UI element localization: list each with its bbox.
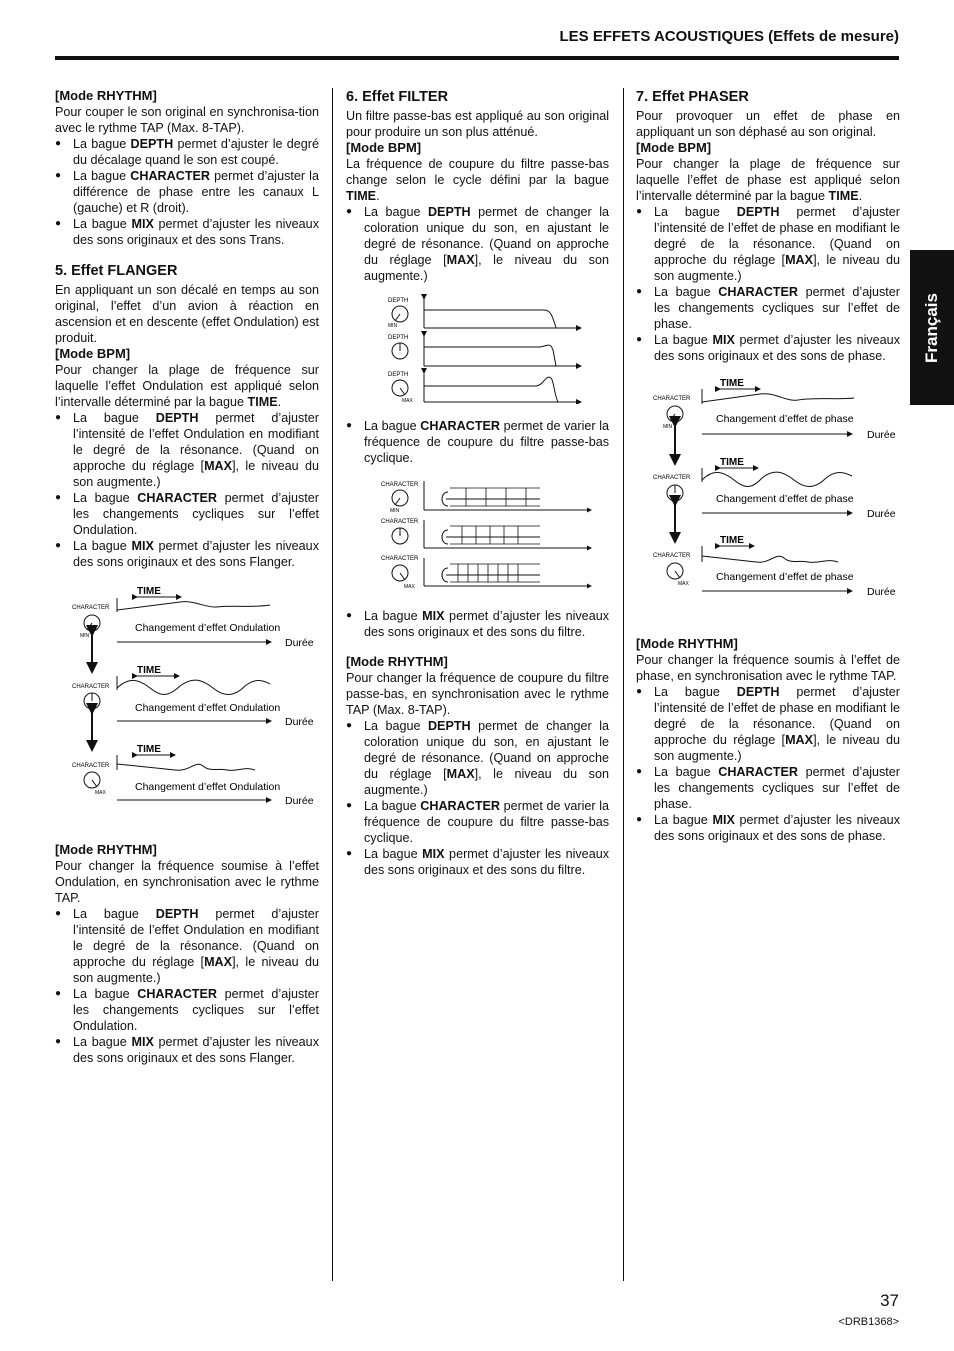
svg-text:CHARACTER: CHARACTER (653, 475, 691, 481)
bullet-mix: ● La bague MIX permet d’ajuster les niveaux des sons originaux et des sons Flanger. (55, 538, 319, 570)
svg-text:CHARACTER: CHARACTER (653, 396, 691, 402)
page-number: 37 (880, 1291, 899, 1310)
filter-character-max (381, 556, 591, 590)
filter-depth-min (388, 298, 581, 329)
filter-rhythm-heading: [Mode RHYTHM] (346, 654, 448, 669)
svg-text:Changement d’effet Ondulation: Changement d’effet Ondulation (135, 702, 281, 714)
svg-text:MIN: MIN (80, 633, 90, 639)
bullet-depth: ● La bague DEPTH permet de changer la coloration unique du son, en ajustant le degré de résonance. (Quand on approche du réglage [MAX], le niveau du son augmente.) (346, 718, 609, 798)
svg-text:MAX: MAX (678, 581, 689, 587)
column-filter (346, 88, 609, 878)
bullet-character: ● La bague CHARACTER permet d’ajuster les changements cycliques sur l’effet Ondulation. (55, 986, 319, 1034)
phaser-row-max (653, 535, 896, 598)
flanger-rhythm-bullets (55, 906, 319, 1066)
phaser-bpm-bullets (636, 204, 900, 364)
bullet-character: ● La bague CHARACTER permet d’ajuster les changements cycliques sur l’effet de phase. (636, 764, 900, 812)
svg-text:MIN: MIN (390, 508, 400, 514)
bullet-depth: ● La bague DEPTH permet d’ajuster le degré du décalage quand le son est coupé. (55, 136, 319, 168)
phaser-row-mid (653, 457, 896, 520)
flanger-intro: En appliquant un son décalé en temps au son original, l’effet d’un avion à réaction en ascension et en descente (effet Ondulation) est produit. (55, 283, 319, 345)
header-rule (55, 56, 899, 60)
bullet-character: ● La bague CHARACTER permet d’ajuster les changements cycliques sur l’effet Ondulation. (55, 490, 319, 538)
flanger-bpm-heading: [Mode BPM] (55, 346, 131, 361)
flanger-row-min (72, 586, 314, 649)
bullet-mix: ● La bague MIX permet d’ajuster les niveaux des sons originaux et des sons du filtre. (346, 608, 609, 640)
section-title: LES EFFETS ACOUSTIQUES (Effets de mesure) (559, 28, 899, 45)
column-rhythm-flanger (55, 88, 319, 1066)
column-divider-1 (332, 88, 333, 1281)
svg-text:Durée: Durée (285, 637, 314, 649)
svg-text:TIME: TIME (137, 665, 161, 676)
phaser-rhythm-heading: [Mode RHYTHM] (636, 636, 738, 651)
flanger-bpm-bullets (55, 410, 319, 570)
language-tab-label: Français (922, 292, 941, 363)
rhythm-bullets (55, 136, 319, 248)
phaser-row-min (653, 378, 896, 441)
bullet-character: ● La bague CHARACTER permet de varier la fréquence de coupure du filtre passe-bas cyclique. (346, 418, 609, 466)
filter-depth-mid (388, 335, 581, 366)
flanger-heading: 5. Effet FLANGER (55, 263, 178, 279)
svg-text:DEPTH: DEPTH (388, 298, 409, 304)
svg-text:DEPTH: DEPTH (388, 335, 409, 341)
phaser-rhythm-intro: Pour changer la fréquence soumis à l’effet de phase, en synchronisation avec le rythme TAP. (636, 653, 900, 683)
flanger-diagram (55, 580, 319, 820)
svg-text:CHARACTER: CHARACTER (381, 556, 419, 562)
bullet-depth: ● La bague DEPTH permet d’ajuster l’intensité de l’effet Ondulation en modifiant le degré de la résonance. (Quand on approche du réglage [MAX], le niveau du son augmente.) (55, 410, 319, 490)
svg-text:Durée: Durée (285, 795, 314, 807)
svg-text:TIME: TIME (720, 457, 744, 468)
phaser-bpm-heading: [Mode BPM] (636, 140, 712, 155)
bullet-character: ● La bague CHARACTER permet d’ajuster la différence de phase entre les canaux L (gauche) et R (droit). (55, 168, 319, 216)
column-divider-2 (623, 88, 624, 1281)
phaser-diagram (636, 374, 900, 614)
bullet-mix: ● La bague MIX permet d’ajuster les niveaux des sons originaux et des sons de phase. (636, 812, 900, 844)
filter-character-min (381, 481, 591, 514)
svg-text:Durée: Durée (867, 508, 896, 520)
svg-text:CHARACTER: CHARACTER (653, 553, 691, 559)
svg-text:Changement d’effet de phase: Changement d’effet de phase (716, 571, 854, 583)
rhythm-heading: [Mode RHYTHM] (55, 88, 157, 103)
flanger-bpm-intro: Pour changer la plage de fréquence sur laquelle l’effet Ondulation est appliqué selon l’intervalle déterminé par la bague TIME. (55, 363, 319, 409)
bullet-mix: ● La bague MIX permet d’ajuster les niveaux des sons originaux et des sons Trans. (55, 216, 319, 248)
filter-bpm-bullets-2 (346, 418, 609, 466)
phaser-bpm-intro: Pour changer la plage de fréquence sur laquelle l’effet de phase est appliqué selon l’intervalle déterminé par la bague TIME. (636, 157, 900, 203)
filter-bpm-intro: La fréquence de coupure du filtre passe-bas change selon le cycle défini par la bague TIME. (346, 157, 609, 203)
bullet-character: ● La bague CHARACTER permet de varier la fréquence de coupure du filtre passe-bas cyclique. (346, 798, 609, 846)
filter-rhythm-bullets (346, 718, 609, 878)
svg-text:CHARACTER: CHARACTER (381, 482, 419, 488)
flanger-row-mid (72, 665, 314, 728)
flanger-rhythm-heading: [Mode RHYTHM] (55, 842, 157, 857)
language-tab (910, 250, 954, 405)
svg-text:TIME: TIME (720, 378, 744, 389)
svg-text:MAX: MAX (404, 584, 415, 590)
filter-bpm-heading: [Mode BPM] (346, 140, 422, 155)
svg-text:CHARACTER: CHARACTER (72, 763, 110, 769)
filter-depth-max (388, 372, 581, 404)
svg-text:Durée: Durée (867, 429, 896, 441)
svg-text:MAX: MAX (95, 790, 106, 796)
svg-text:TIME: TIME (137, 586, 161, 597)
bullet-character: ● La bague CHARACTER permet d’ajuster les changements cycliques sur l’effet de phase. (636, 284, 900, 332)
column-phaser (636, 88, 900, 844)
svg-text:Durée: Durée (285, 716, 314, 728)
bullet-mix: ● La bague MIX permet d’ajuster les niveaux des sons originaux et des sons du filtre. (346, 846, 609, 878)
filter-depth-diagram (346, 294, 609, 404)
svg-text:CHARACTER: CHARACTER (72, 605, 110, 611)
rhythm-intro: Pour couper le son original en synchronisa-tion avec le rythme TAP (Max. 8-TAP). (55, 105, 319, 135)
document-code: <DRB1368> (838, 1316, 899, 1328)
svg-text:MIN: MIN (663, 424, 673, 430)
filter-rhythm-intro: Pour changer la fréquence de coupure du filtre passe-bas, en synchronisation avec le rythme TAP (Max. 8-TAP). (346, 671, 609, 717)
svg-text:MAX: MAX (402, 398, 413, 404)
svg-text:CHARACTER: CHARACTER (72, 684, 110, 690)
phaser-intro: Pour provoquer un effet de phase en appliquant un son déphasé au son original. (636, 109, 900, 139)
svg-text:Changement d’effet Ondulation: Changement d’effet Ondulation (135, 781, 281, 793)
flanger-rhythm-intro: Pour changer la fréquence soumise à l’effet Ondulation, en synchronisation avec le rythme TAP. (55, 859, 319, 905)
bullet-mix: ● La bague MIX permet d’ajuster les niveaux des sons originaux et des sons de phase. (636, 332, 900, 364)
svg-text:TIME: TIME (137, 744, 161, 755)
svg-text:DEPTH: DEPTH (388, 372, 409, 378)
bullet-depth: ● La bague DEPTH permet de changer la coloration unique du son, en ajustant le degré de résonance. (Quand on approche du réglage [MAX], le niveau du son augmente.) (346, 204, 609, 284)
filter-bpm-bullets-3 (346, 608, 609, 640)
svg-text:Durée: Durée (867, 586, 896, 598)
filter-bpm-bullets-1 (346, 204, 609, 284)
svg-text:TIME: TIME (720, 535, 744, 546)
bullet-mix: ● La bague MIX permet d’ajuster les niveaux des sons originaux et des sons Flanger. (55, 1034, 319, 1066)
filter-character-diagram (346, 476, 609, 594)
phaser-rhythm-bullets (636, 684, 900, 844)
bullet-depth: ● La bague DEPTH permet d’ajuster l’intensité de l’effet Ondulation en modifiant le degré de la résonance. (Quand on approche du réglage [MAX], le niveau du son augmente.) (55, 906, 319, 986)
phaser-heading: 7. Effet PHASER (636, 89, 749, 105)
svg-text:CHARACTER: CHARACTER (381, 519, 419, 525)
bullet-depth: ● La bague DEPTH permet d’ajuster l’intensité de l’effet de phase en modifiant le degré de la résonance. (Quand on approche du réglage [MAX], le niveau du son augmente.) (636, 684, 900, 764)
svg-text:MIN: MIN (388, 323, 398, 329)
filter-intro: Un filtre passe-bas est appliqué au son original pour produire un son plus atténué. (346, 109, 609, 139)
svg-text:Changement d’effet de phase: Changement d’effet de phase (716, 493, 854, 505)
svg-text:Changement d’effet Ondulation: Changement d’effet Ondulation (135, 622, 281, 634)
flanger-row-max (72, 744, 314, 807)
filter-heading: 6. Effet FILTER (346, 89, 449, 105)
filter-character-mid (381, 519, 591, 548)
bullet-depth: ● La bague DEPTH permet d’ajuster l’intensité de l’effet de phase en modifiant le degré de la résonance. (Quand on approche du réglage [MAX], le niveau du son augmente.) (636, 204, 900, 284)
svg-text:Changement d’effet de phase: Changement d’effet de phase (716, 413, 854, 425)
